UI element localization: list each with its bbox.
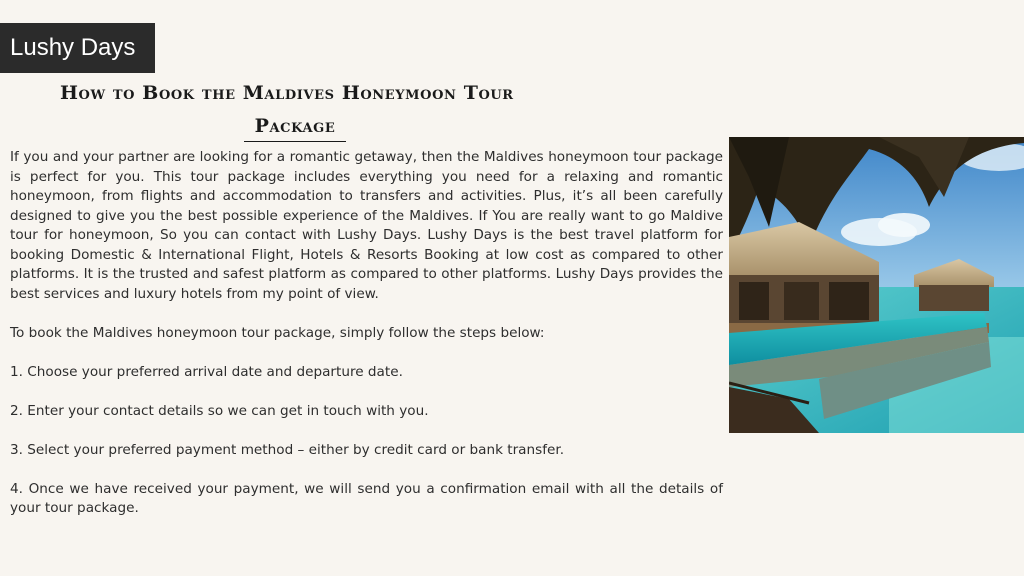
intro-paragraph: If you and your partner are looking for a romantic getaway, then the Maldives honeymoon tour package is perfect for you. This tour package includes everything you need for a relaxing and romantic honeymoon, from flights and accommodation to transfers and activities. Plus, it’s all been carefully designed to give you the best possible experience of the Maldives. If You are really want to go Maldive tour for honeymoon, So you can contact with Lushy Days. Lushy Days is the best travel platform for booking Domestic & International Flight, Hotels & Resorts Booking at low cost as compared to other platforms. It is the trusted and safest platform as compared to other platforms. Lushy Days provides the best services and luxury hotels from my point of view. xyxy=(10,149,723,302)
steps-intro: To book the Maldives honeymoon tour package, simply follow the steps below: xyxy=(10,324,545,341)
step-4: 4. Once we have received your payment, we will send you a confirmation email with all the details of your tour package. xyxy=(10,480,723,516)
villa-photo-illustration xyxy=(729,137,1024,433)
page-title-line-2: Package xyxy=(254,115,336,137)
brand-logo: Lushy Days xyxy=(0,23,155,73)
step-3: 3. Select your preferred payment method – either by credit card or bank transfer. xyxy=(10,441,565,458)
maldives-villa-photo xyxy=(729,137,1024,433)
step-1: 1. Choose your preferred arrival date and departure date. xyxy=(10,363,403,380)
article-body xyxy=(10,148,723,538)
title-underline xyxy=(244,141,346,142)
page-title-line-1: How to Book the Maldives Honeymoon Tour xyxy=(60,82,514,104)
step-2: 2. Enter your contact details so we can get in touch with you. xyxy=(10,402,429,419)
